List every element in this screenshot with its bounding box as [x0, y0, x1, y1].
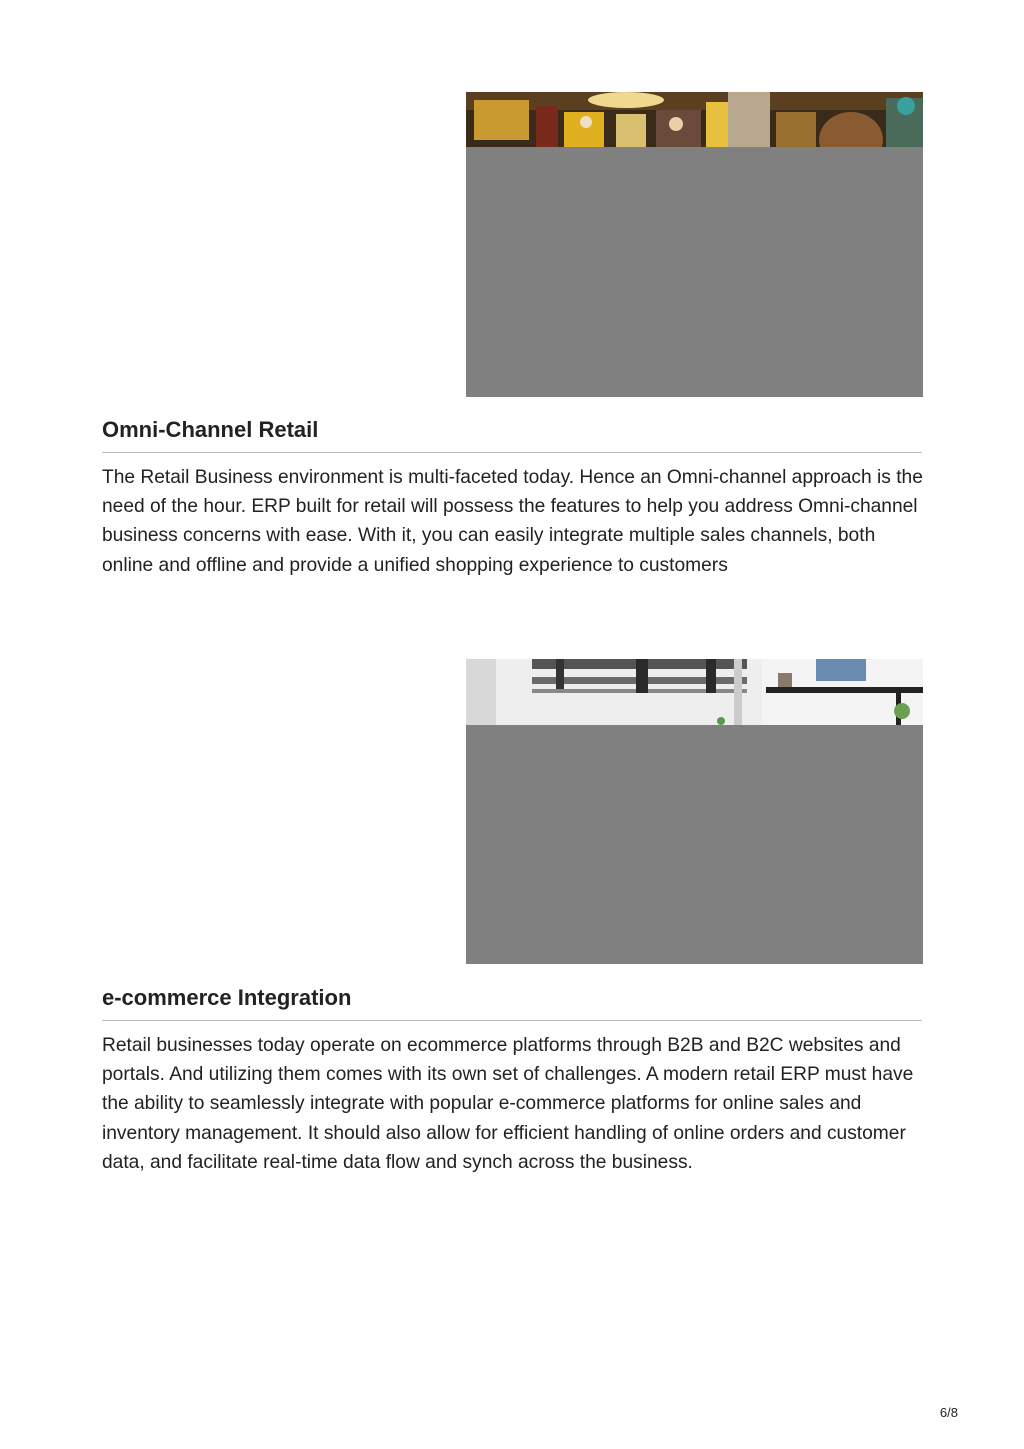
image-placeholder: [466, 725, 923, 964]
section-body: Retail businesses today operate on ecommerce platforms through B2B and B2C websites and portals. And utilizing them comes with its own set of challenges. A modern retail ERP must have the ability to seamlessly integrate with popular e-commerce platforms for online sales and inventory management. It should also allow for efficient handling of online orders and customer data, and facilitate real-time data flow and synch across the business.: [102, 1035, 914, 1173]
section-divider: [102, 452, 922, 453]
retail-store-photo-icon: [466, 92, 923, 147]
section-body: The Retail Business environment is multi-faceted today. Hence an Omni-channel approach is the need of the hour. ERP built for retail will possess the features to help you address Omni-channel business concerns with ease. With it, you can easily integrate multiple sales channels, both online and offline and provide a unified shopping experience to customers: [102, 467, 923, 576]
section-1-figure: [466, 92, 923, 397]
section-title: Omni-Channel Retail: [102, 417, 319, 442]
section-title: e-commerce Integration: [102, 985, 352, 1010]
section-divider: [102, 1020, 922, 1021]
image-placeholder: [466, 147, 923, 397]
section-2-figure: [466, 659, 923, 964]
office-interior-photo-icon: [466, 659, 923, 725]
page-number: 6/8: [939, 1405, 958, 1420]
